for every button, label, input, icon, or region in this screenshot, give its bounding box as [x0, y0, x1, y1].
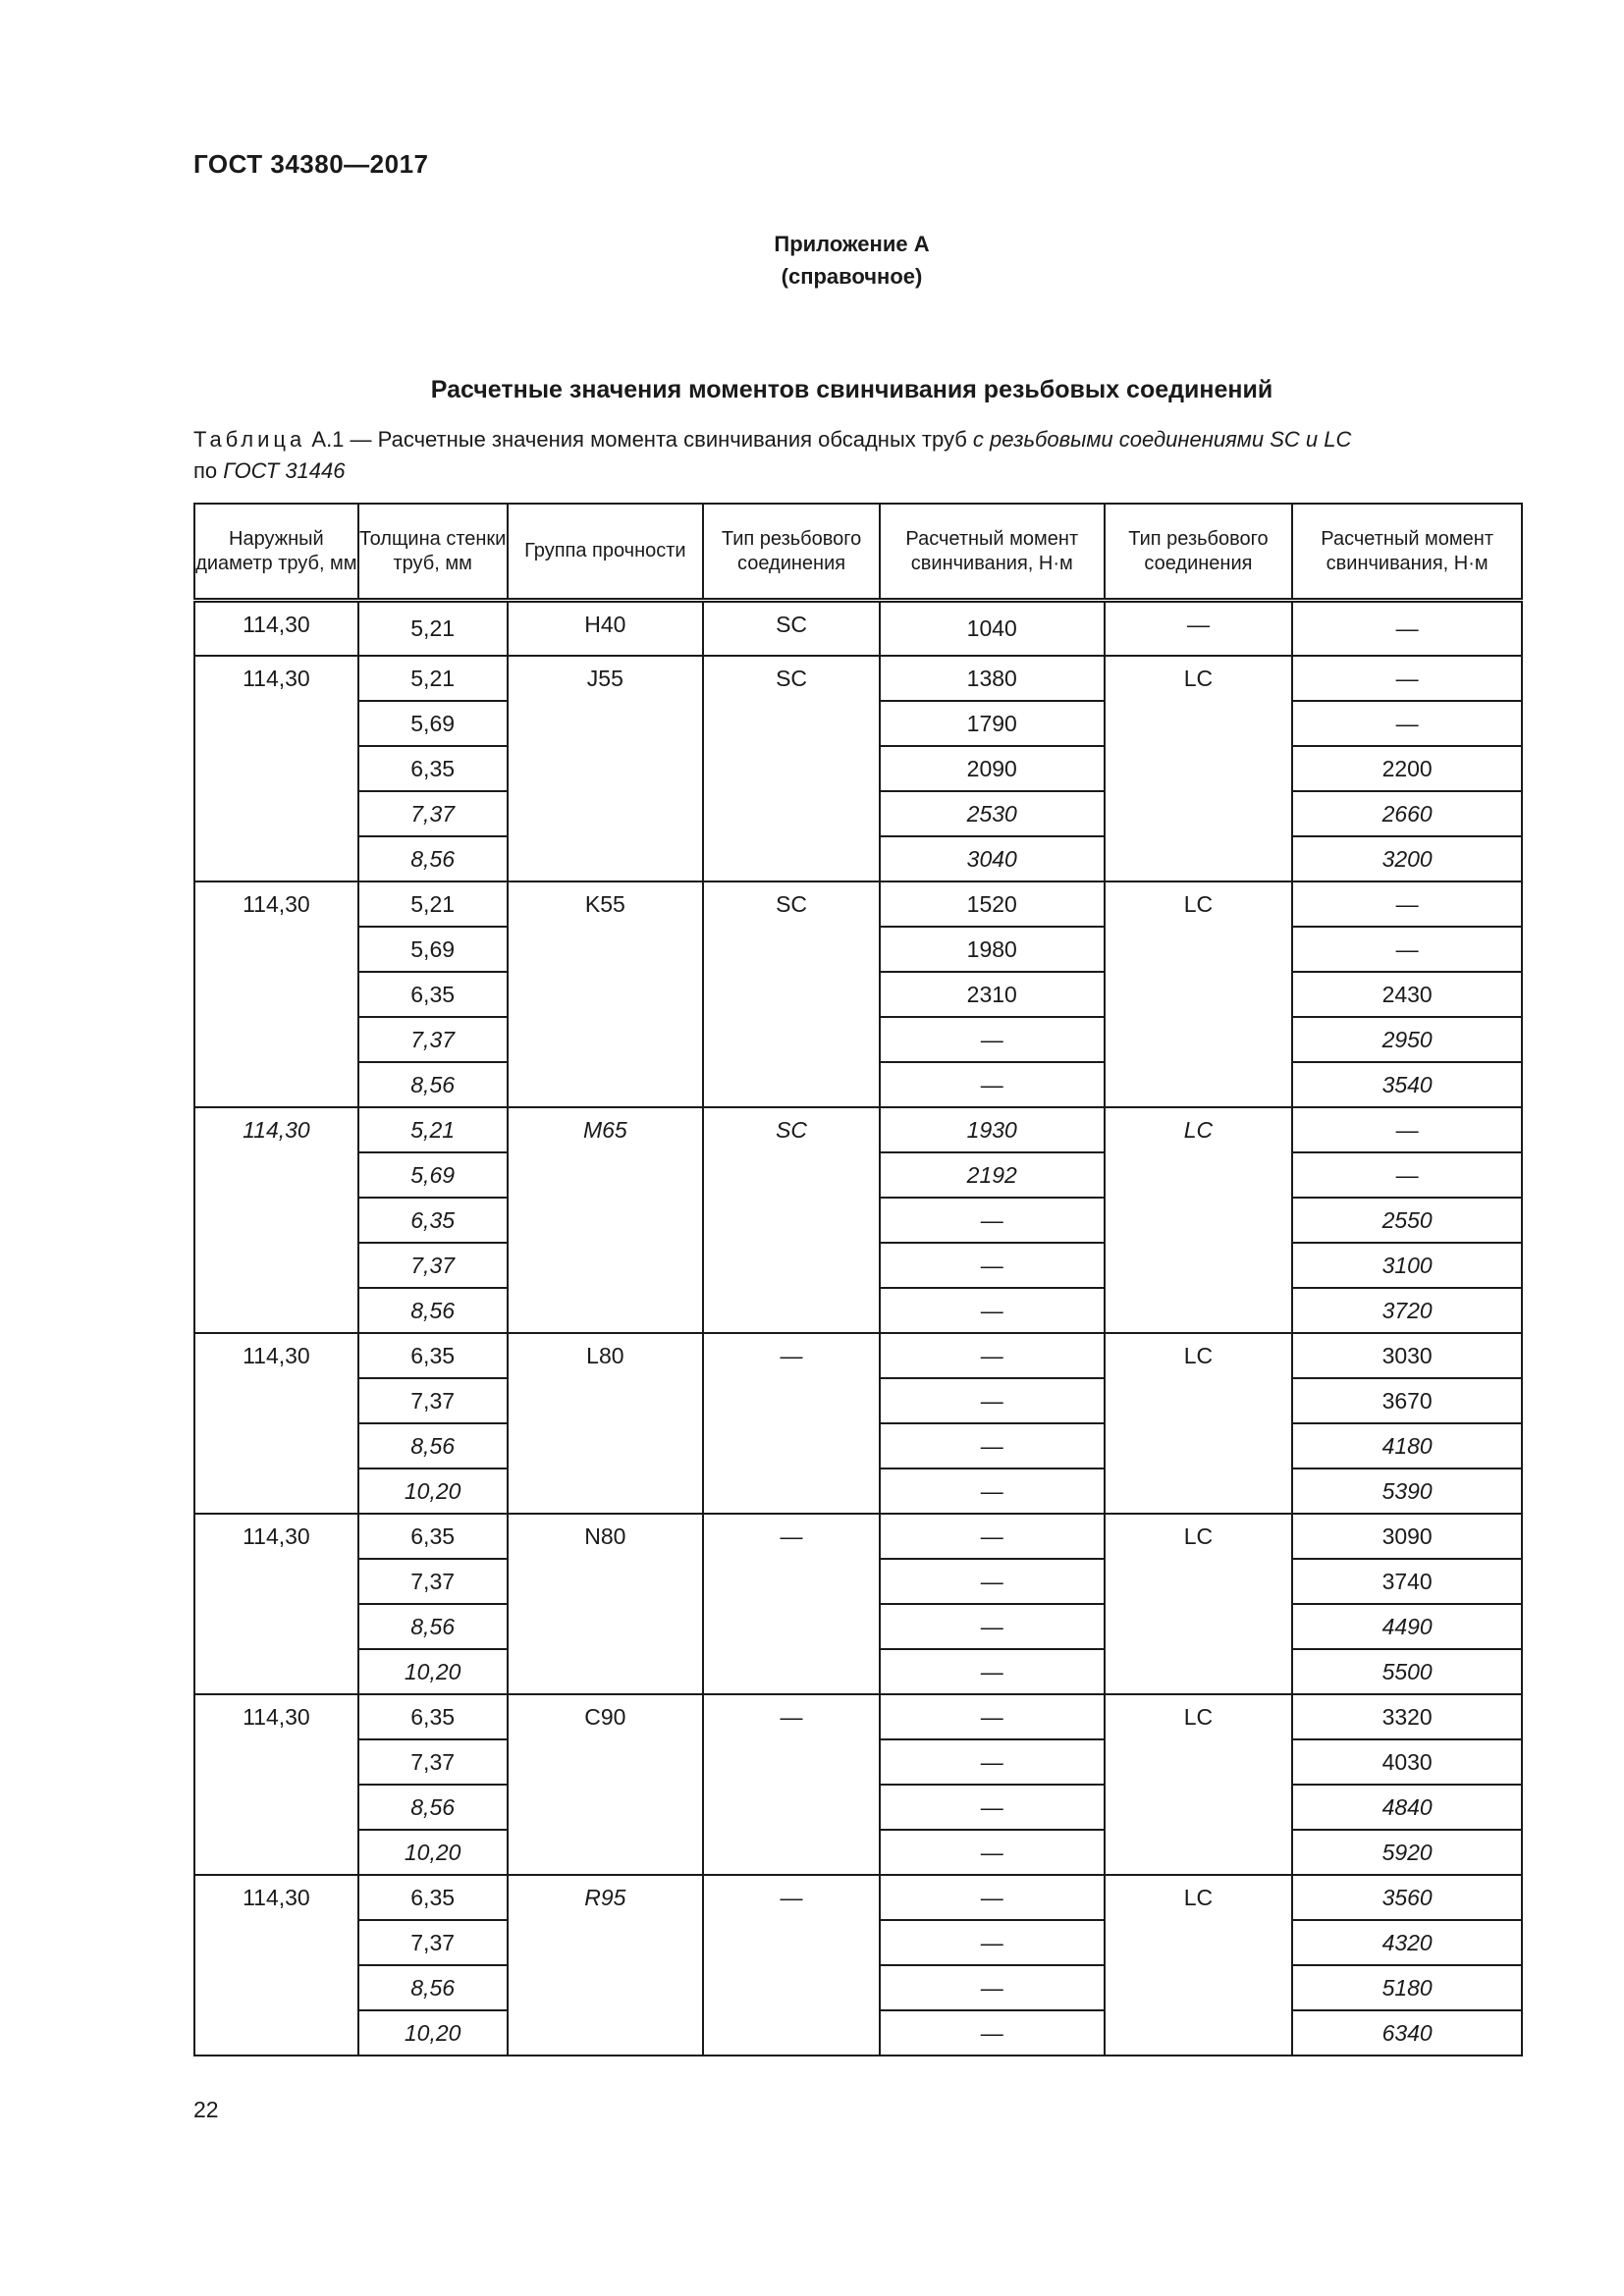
page-number: 22 [193, 2097, 219, 2122]
cell-strength-grade: J55 [508, 656, 704, 881]
cell-makeup-torque-sc: 2192 [880, 1152, 1105, 1198]
cell-makeup-torque-sc: — [880, 1198, 1105, 1243]
cell-wall-thickness: 5,69 [358, 701, 508, 746]
appendix-heading [0, 228, 1624, 293]
cell-makeup-torque-lc: 5180 [1292, 1965, 1522, 2010]
cell-makeup-torque-lc: 3540 [1292, 1062, 1522, 1107]
cell-outer-diameter: 114,30 [194, 1694, 358, 1875]
header-row [194, 504, 1522, 601]
cell-makeup-torque-sc: — [880, 1649, 1105, 1694]
cell-connection-type-sc: — [703, 1694, 880, 1875]
caption-number: А.1 [311, 427, 345, 452]
cell-makeup-torque-sc: — [880, 1378, 1105, 1423]
cell-makeup-torque-sc: — [880, 1514, 1105, 1559]
table-row [194, 601, 1522, 657]
cell-connection-type-lc: LC [1105, 1875, 1293, 2056]
cell-wall-thickness: 8,56 [358, 1062, 508, 1107]
cell-connection-type-lc: LC [1105, 1333, 1293, 1514]
cell-outer-diameter: 114,30 [194, 656, 358, 881]
cell-wall-thickness: 5,21 [358, 656, 508, 701]
cell-strength-grade: N80 [508, 1514, 704, 1694]
caption-text: — Расчетные значения момента свинчивания обсадных труб [344, 427, 973, 452]
cell-makeup-torque-lc: 3200 [1292, 836, 1522, 881]
cell-makeup-torque-lc: 2950 [1292, 1017, 1522, 1062]
cell-connection-type-sc: SC [703, 1107, 880, 1333]
cell-makeup-torque-sc: — [880, 2010, 1105, 2056]
cell-wall-thickness: 6,35 [358, 1198, 508, 1243]
cell-connection-type-sc: — [703, 1333, 880, 1514]
section-title: Расчетные значения моментов свинчивания резьбовых соединений [430, 376, 1273, 403]
cell-connection-type-sc: SC [703, 881, 880, 1107]
table-body [194, 601, 1522, 2056]
cell-wall-thickness: 6,35 [358, 1333, 508, 1378]
cell-wall-thickness: 6,35 [358, 1875, 508, 1920]
cell-makeup-torque-lc: 3320 [1292, 1694, 1522, 1739]
header-makeup-torque-sc: Расчетный момент свинчивания, Н·м [880, 504, 1105, 601]
cell-makeup-torque-sc: 1930 [880, 1107, 1105, 1152]
cell-outer-diameter: 114,30 [194, 1875, 358, 2056]
cell-makeup-torque-lc: — [1292, 927, 1522, 972]
header-outer-diameter: Наружный диаметр труб, мм [194, 504, 358, 601]
cell-connection-type-lc: — [1105, 601, 1293, 657]
cell-wall-thickness: 5,21 [358, 881, 508, 927]
cell-strength-grade: L80 [508, 1333, 704, 1514]
cell-makeup-torque-lc: 4490 [1292, 1604, 1522, 1649]
header-connection-type-sc: Тип резьбового соединения [703, 504, 880, 601]
cell-makeup-torque-sc: — [880, 1423, 1105, 1468]
header-wall-thickness: Толщина стенки труб, мм [358, 504, 508, 601]
header-makeup-torque-lc: Расчетный момент свинчивания, Н·м [1292, 504, 1522, 601]
cell-makeup-torque-lc: 5920 [1292, 1830, 1522, 1875]
cell-wall-thickness: 6,35 [358, 1514, 508, 1559]
cell-outer-diameter: 114,30 [194, 601, 358, 657]
cell-makeup-torque-sc: — [880, 1875, 1105, 1920]
cell-outer-diameter: 114,30 [194, 1514, 358, 1694]
cell-connection-type-sc: SC [703, 656, 880, 881]
cell-strength-grade: R95 [508, 1875, 704, 2056]
cell-makeup-torque-sc: 2530 [880, 791, 1105, 836]
cell-makeup-torque-lc: — [1292, 701, 1522, 746]
cell-wall-thickness: 5,21 [358, 601, 508, 657]
table-row [194, 881, 1522, 927]
header-strength-grade: Группа прочности [508, 504, 704, 601]
cell-wall-thickness: 5,69 [358, 927, 508, 972]
cell-makeup-torque-sc: 3040 [880, 836, 1105, 881]
caption-label: Таблица [193, 427, 306, 452]
cell-strength-grade: K55 [508, 881, 704, 1107]
caption-italic-connections: с резьбовыми соединениями SC и LC [972, 427, 1352, 452]
cell-makeup-torque-sc: — [880, 1694, 1105, 1739]
cell-wall-thickness: 5,69 [358, 1152, 508, 1198]
cell-makeup-torque-sc: — [880, 1243, 1105, 1288]
cell-connection-type-lc: LC [1105, 1694, 1293, 1875]
cell-wall-thickness: 7,37 [358, 791, 508, 836]
cell-wall-thickness: 7,37 [358, 1378, 508, 1423]
table-caption [193, 424, 1529, 487]
cell-makeup-torque-lc: — [1292, 1152, 1522, 1198]
cell-makeup-torque-lc: 3740 [1292, 1559, 1522, 1604]
cell-connection-type-sc: — [703, 1875, 880, 2056]
cell-connection-type-lc: LC [1105, 1514, 1293, 1694]
cell-makeup-torque-lc: 3090 [1292, 1514, 1522, 1559]
cell-makeup-torque-sc: — [880, 1604, 1105, 1649]
cell-wall-thickness: 7,37 [358, 1920, 508, 1965]
table-row [194, 1694, 1522, 1739]
cell-strength-grade: C90 [508, 1694, 704, 1875]
cell-wall-thickness: 7,37 [358, 1017, 508, 1062]
cell-makeup-torque-sc: — [880, 1830, 1105, 1875]
table-header [194, 504, 1522, 601]
cell-makeup-torque-lc: 4030 [1292, 1739, 1522, 1785]
cell-wall-thickness: 10,20 [358, 2010, 508, 2056]
table-row [194, 1875, 1522, 1920]
cell-makeup-torque-lc: 5390 [1292, 1468, 1522, 1514]
cell-wall-thickness: 7,37 [358, 1559, 508, 1604]
cell-connection-type-lc: LC [1105, 1107, 1293, 1333]
cell-makeup-torque-sc: — [880, 1785, 1105, 1830]
cell-strength-grade: H40 [508, 601, 704, 657]
cell-makeup-torque-sc: — [880, 1333, 1105, 1378]
cell-makeup-torque-lc: 4180 [1292, 1423, 1522, 1468]
cell-makeup-torque-sc: — [880, 1739, 1105, 1785]
cell-wall-thickness: 10,20 [358, 1830, 508, 1875]
cell-makeup-torque-sc: 2310 [880, 972, 1105, 1017]
table-row [194, 1107, 1522, 1152]
cell-wall-thickness: 10,20 [358, 1649, 508, 1694]
cell-makeup-torque-lc: — [1292, 656, 1522, 701]
cell-makeup-torque-sc: 2090 [880, 746, 1105, 791]
cell-makeup-torque-lc: 5500 [1292, 1649, 1522, 1694]
cell-makeup-torque-sc: 1980 [880, 927, 1105, 972]
cell-wall-thickness: 7,37 [358, 1243, 508, 1288]
cell-makeup-torque-lc: 2430 [1292, 972, 1522, 1017]
table-row [194, 656, 1522, 701]
cell-wall-thickness: 7,37 [358, 1739, 508, 1785]
cell-makeup-torque-lc: 3720 [1292, 1288, 1522, 1333]
cell-makeup-torque-lc: 2550 [1292, 1198, 1522, 1243]
cell-outer-diameter: 114,30 [194, 1333, 358, 1514]
cell-wall-thickness: 10,20 [358, 1468, 508, 1514]
cell-wall-thickness: 8,56 [358, 1785, 508, 1830]
cell-makeup-torque-sc: — [880, 1062, 1105, 1107]
cell-makeup-torque-sc: — [880, 1468, 1105, 1514]
cell-makeup-torque-sc: — [880, 1559, 1105, 1604]
cell-makeup-torque-lc: 3670 [1292, 1378, 1522, 1423]
cell-makeup-torque-lc: 2660 [1292, 791, 1522, 836]
cell-makeup-torque-lc: 3100 [1292, 1243, 1522, 1288]
cell-makeup-torque-lc: 6340 [1292, 2010, 1522, 2056]
table-row [194, 1514, 1522, 1559]
caption-line2-prefix: по [193, 458, 224, 483]
cell-makeup-torque-sc: — [880, 1017, 1105, 1062]
cell-wall-thickness: 8,56 [358, 1604, 508, 1649]
cell-makeup-torque-sc: 1520 [880, 881, 1105, 927]
cell-outer-diameter: 114,30 [194, 1107, 358, 1333]
cell-wall-thickness: 6,35 [358, 972, 508, 1017]
header-connection-type-lc: Тип резьбового соединения [1105, 504, 1293, 601]
cell-makeup-torque-sc: 1790 [880, 701, 1105, 746]
cell-wall-thickness: 6,35 [358, 1694, 508, 1739]
cell-makeup-torque-sc: 1040 [880, 601, 1105, 657]
cell-makeup-torque-lc: — [1292, 881, 1522, 927]
cell-connection-type-lc: LC [1105, 881, 1293, 1107]
table-row [194, 1333, 1522, 1378]
document-header: ГОСТ 34380—2017 [193, 149, 429, 179]
cell-makeup-torque-lc: 3560 [1292, 1875, 1522, 1920]
cell-wall-thickness: 8,56 [358, 836, 508, 881]
cell-connection-type-lc: LC [1105, 656, 1293, 881]
cell-makeup-torque-lc: — [1292, 601, 1522, 657]
cell-wall-thickness: 8,56 [358, 1423, 508, 1468]
cell-makeup-torque-lc: 3030 [1292, 1333, 1522, 1378]
cell-makeup-torque-sc: — [880, 1965, 1105, 2010]
cell-outer-diameter: 114,30 [194, 881, 358, 1107]
cell-makeup-torque-sc: — [880, 1920, 1105, 1965]
appendix-type: (справочное) [781, 264, 923, 289]
cell-makeup-torque-lc: 4840 [1292, 1785, 1522, 1830]
caption-italic-standard: ГОСТ 31446 [223, 458, 346, 483]
cell-connection-type-sc: — [703, 1514, 880, 1694]
cell-connection-type-sc: SC [703, 601, 880, 657]
cell-wall-thickness: 8,56 [358, 1965, 508, 2010]
cell-makeup-torque-lc: 2200 [1292, 746, 1522, 791]
cell-makeup-torque-lc: 4320 [1292, 1920, 1522, 1965]
cell-wall-thickness: 8,56 [358, 1288, 508, 1333]
cell-makeup-torque-lc: — [1292, 1107, 1522, 1152]
cell-makeup-torque-sc: — [880, 1288, 1105, 1333]
torque-table [193, 503, 1523, 2056]
cell-strength-grade: M65 [508, 1107, 704, 1333]
cell-wall-thickness: 5,21 [358, 1107, 508, 1152]
appendix-title: Приложение А [774, 232, 930, 256]
cell-makeup-torque-sc: 1380 [880, 656, 1105, 701]
cell-wall-thickness: 6,35 [358, 746, 508, 791]
